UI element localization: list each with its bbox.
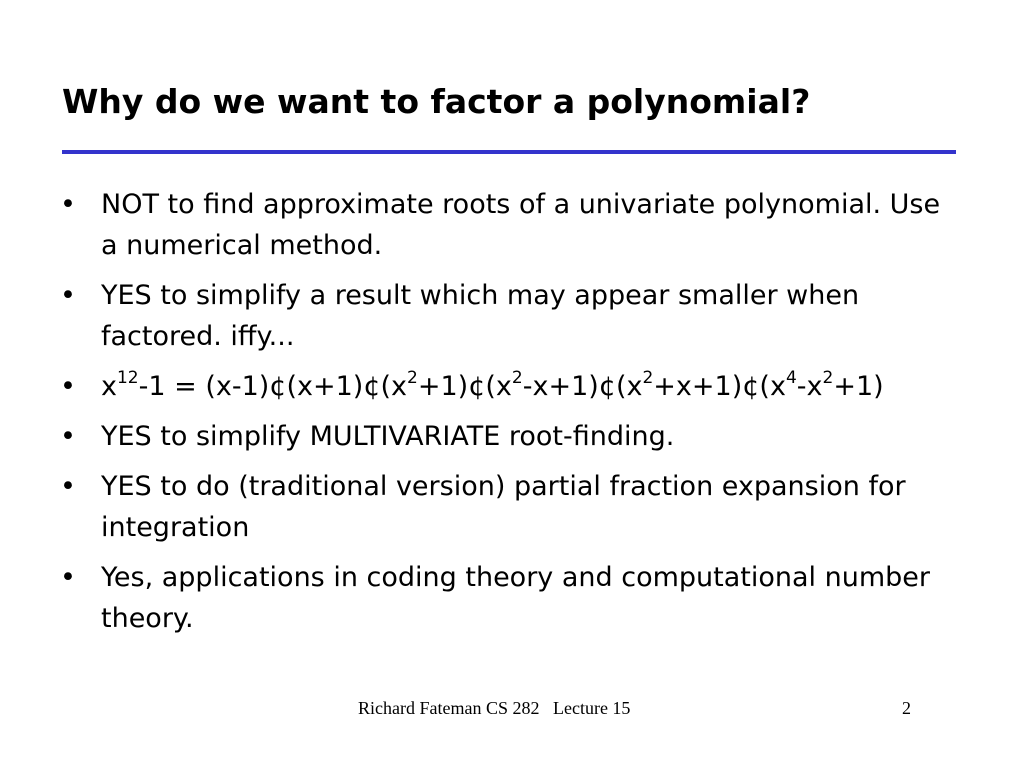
bullet-item-applications — [60, 557, 960, 639]
title-rule — [62, 150, 956, 154]
bullet-marker: • — [60, 280, 76, 311]
footer-caption: Richard Fateman CS 282 Lecture 15 — [358, 698, 631, 718]
formula-exponent: 12 — [116, 368, 139, 388]
bullet-marker: • — [60, 371, 76, 402]
bullet-marker: • — [60, 471, 76, 502]
formula-segment: +1) — [833, 371, 884, 402]
bullet-item-formula — [60, 366, 960, 407]
page-number: 2 — [902, 698, 911, 718]
formula-exponent: 4 — [785, 368, 797, 388]
bullet-marker: • — [60, 421, 76, 452]
slide-title: Why do we want to factor a polynomial? — [62, 82, 811, 121]
factorization-formula — [101, 368, 884, 402]
bullet-text: YES to do (traditional version) partial fraction expansion for integration — [101, 471, 906, 543]
bullet-text: Yes, applications in coding theory and computational number theory. — [101, 562, 931, 634]
formula-segment: +1)¢(x — [417, 371, 512, 402]
formula-segment: +x+1)¢(x — [653, 371, 786, 402]
bullet-item-multivariate — [60, 416, 960, 457]
bullet-text: YES to simplify a result which may appear smaller when factored. iffy... — [101, 280, 860, 352]
formula-exponent: 2 — [511, 368, 523, 388]
formula-segment: -x — [796, 371, 823, 402]
bullet-item-simplify-result — [60, 275, 960, 357]
bullet-item-partial-fraction — [60, 466, 960, 548]
bullet-item-not-approximate-roots — [60, 184, 960, 266]
formula-segment: -1 = (x-1)¢(x+1)¢(x — [138, 371, 408, 402]
bullet-list — [60, 184, 960, 648]
formula-base: x — [101, 371, 117, 402]
bullet-marker: • — [60, 189, 76, 220]
formula-exponent: 2 — [822, 368, 834, 388]
bullet-text: YES to simplify MULTIVARIATE root-finding. — [101, 421, 675, 452]
formula-exponent: 2 — [642, 368, 654, 388]
bullet-marker: • — [60, 562, 76, 593]
formula-exponent: 2 — [407, 368, 418, 388]
bullet-text: NOT to find approximate roots of a univariate polynomial. Use a numerical method. — [101, 189, 941, 261]
formula-segment: -x+1)¢(x — [522, 371, 643, 402]
